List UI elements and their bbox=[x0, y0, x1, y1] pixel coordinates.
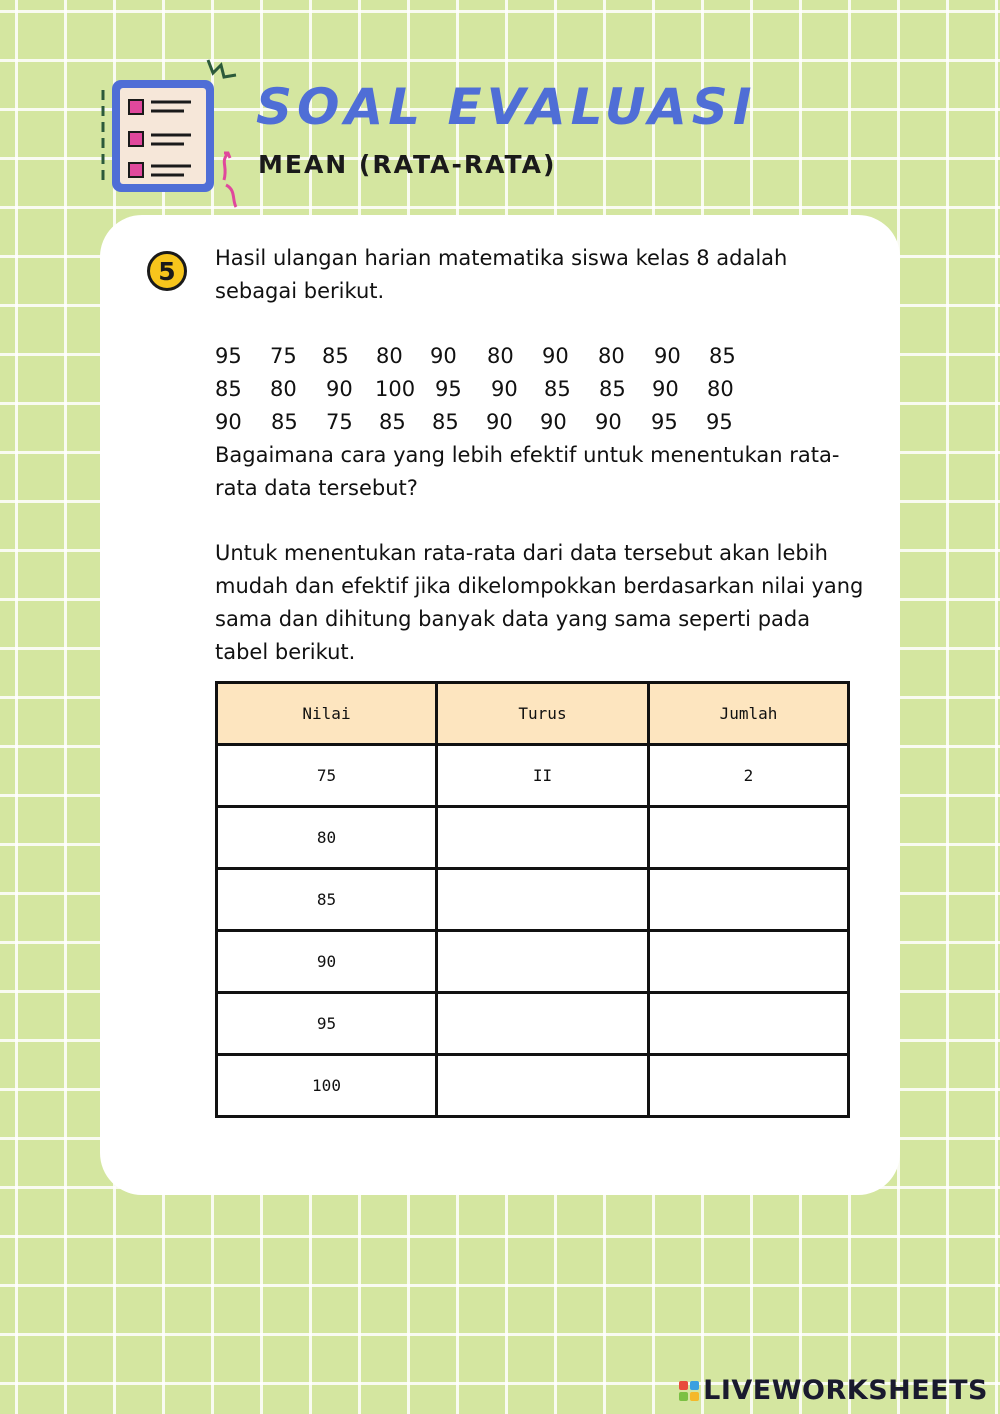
cell-jumlah[interactable] bbox=[649, 993, 849, 1055]
question-number-badge: 5 bbox=[147, 251, 187, 291]
data-value: 85 bbox=[709, 344, 736, 368]
cell-jumlah[interactable]: 2 bbox=[649, 745, 849, 807]
cell-nilai: 90 bbox=[217, 931, 437, 993]
cell-nilai: 95 bbox=[217, 993, 437, 1055]
answer-explanation: Untuk menentukan rata-rata dari data tersebut akan lebih mudah dan efektif jika dikelompokkan berdasarkan nilai yang sama dan dihitung banyak data yang sama seperti pada tabel berikut. bbox=[215, 541, 864, 664]
cell-nilai: 80 bbox=[217, 807, 437, 869]
data-value: 95 bbox=[215, 344, 242, 368]
data-value: 90 bbox=[540, 410, 567, 434]
data-value: 85 bbox=[322, 344, 349, 368]
cell-turus[interactable] bbox=[437, 931, 649, 993]
data-value: 85 bbox=[271, 410, 298, 434]
page-subtitle: MEAN (RATA-RATA) bbox=[258, 150, 557, 179]
data-value: 80 bbox=[487, 344, 514, 368]
liveworksheets-brand: LIVEWORKSHEETS bbox=[703, 1375, 988, 1406]
data-value: 90 bbox=[542, 344, 569, 368]
cell-nilai: 100 bbox=[217, 1055, 437, 1117]
data-value: 85 bbox=[215, 377, 242, 401]
column-header-nilai: Nilai bbox=[217, 683, 437, 745]
data-value: 90 bbox=[491, 377, 518, 401]
cell-jumlah[interactable] bbox=[649, 807, 849, 869]
data-value: 80 bbox=[707, 377, 734, 401]
cell-turus[interactable]: II bbox=[437, 745, 649, 807]
cell-turus[interactable] bbox=[437, 869, 649, 931]
table-row bbox=[217, 869, 849, 931]
page-title: SOAL EVALUASI bbox=[256, 78, 757, 136]
data-value: 85 bbox=[599, 377, 626, 401]
data-value: 80 bbox=[376, 344, 403, 368]
table-header-row bbox=[217, 683, 849, 745]
data-value: 90 bbox=[430, 344, 457, 368]
data-value: 90 bbox=[486, 410, 513, 434]
question-intro: Hasil ulangan harian matematika siswa kelas 8 adalah sebagai berikut. bbox=[215, 246, 788, 303]
frequency-table bbox=[215, 681, 850, 1118]
cell-nilai: 85 bbox=[217, 869, 437, 931]
data-value: 90 bbox=[654, 344, 681, 368]
cell-jumlah[interactable] bbox=[649, 869, 849, 931]
clipboard-checklist-icon bbox=[96, 55, 246, 215]
data-value: 75 bbox=[270, 344, 297, 368]
table-row bbox=[217, 745, 849, 807]
column-header-jumlah: Jumlah bbox=[649, 683, 849, 745]
data-value: 80 bbox=[598, 344, 625, 368]
data-value: 95 bbox=[651, 410, 678, 434]
cell-nilai: 75 bbox=[217, 745, 437, 807]
data-value: 100 bbox=[375, 377, 416, 401]
data-value: 85 bbox=[432, 410, 459, 434]
table-row bbox=[217, 931, 849, 993]
data-value: 90 bbox=[326, 377, 353, 401]
table-row bbox=[217, 807, 849, 869]
column-header-turus: Turus bbox=[437, 683, 649, 745]
liveworksheets-mark-icon bbox=[679, 1381, 699, 1401]
table-row bbox=[217, 993, 849, 1055]
liveworksheets-logo[interactable] bbox=[679, 1375, 988, 1406]
data-value: 85 bbox=[379, 410, 406, 434]
data-value: 95 bbox=[706, 410, 733, 434]
question-card bbox=[100, 215, 900, 1195]
data-value: 85 bbox=[544, 377, 571, 401]
cell-jumlah[interactable] bbox=[649, 1055, 849, 1117]
cell-jumlah[interactable] bbox=[649, 931, 849, 993]
question-prompt: Bagaimana cara yang lebih efektif untuk menentukan rata-rata data tersebut? bbox=[215, 443, 840, 500]
data-value: 80 bbox=[270, 377, 297, 401]
data-value: 75 bbox=[326, 410, 353, 434]
cell-turus[interactable] bbox=[437, 807, 649, 869]
table-row bbox=[217, 1055, 849, 1117]
data-value: 90 bbox=[595, 410, 622, 434]
cell-turus[interactable] bbox=[437, 993, 649, 1055]
data-value: 95 bbox=[435, 377, 462, 401]
data-value: 90 bbox=[652, 377, 679, 401]
cell-turus[interactable] bbox=[437, 1055, 649, 1117]
data-value: 90 bbox=[215, 410, 242, 434]
